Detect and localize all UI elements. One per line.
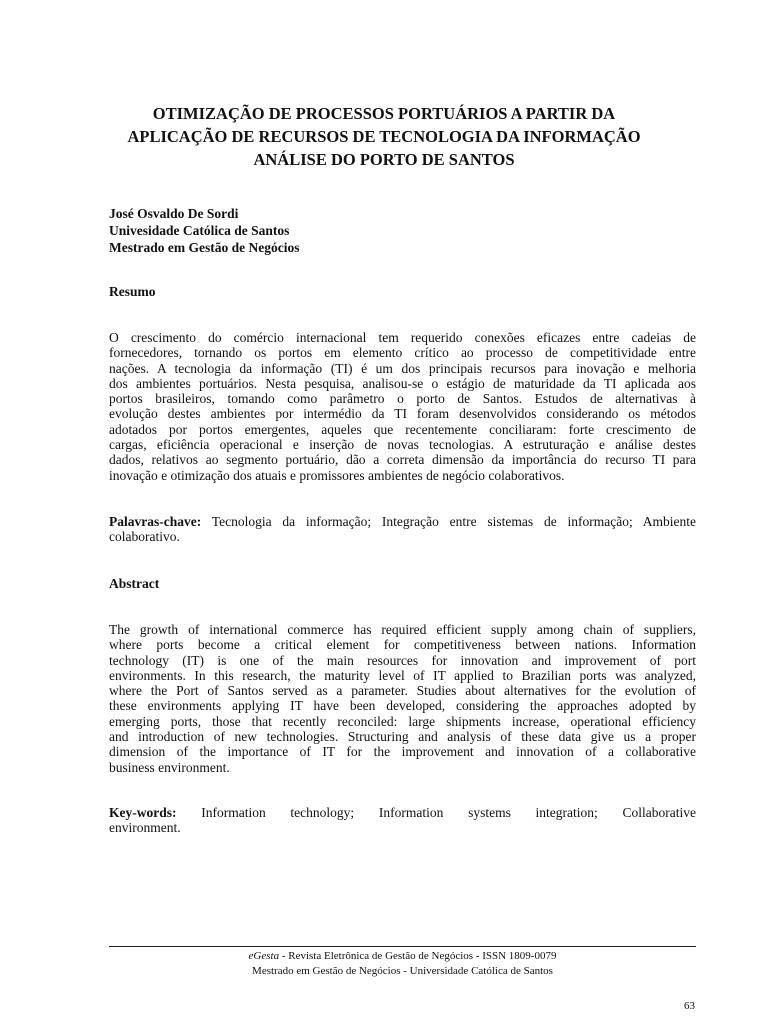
palavras-chave-text: Tecnologia da informação; Integração entre sistemas de informação; Ambiente <box>201 514 696 529</box>
page-number: 63 <box>684 1000 695 1012</box>
resumo-line: portos brasileiros, tomando como parâmetro o porto de Santos. Estudos de alternativas à <box>109 391 696 407</box>
keywords-label: Key-words: <box>109 805 177 820</box>
footer-divider <box>109 946 696 947</box>
abstract-line: business environment. <box>109 759 230 775</box>
resumo-line: dados, relativos ao segmento portuário, dão a correta dimensão da importância do recurso TI para <box>109 452 696 468</box>
journal-name: eGesta <box>248 950 280 962</box>
abstract-line: emerging ports, those that recently reconciled: large shipments increase, operational efficiency <box>109 713 696 729</box>
resumo-heading: Resumo <box>109 284 156 299</box>
resumo-line: evolução destes ambientes por intermédio da TI foram desenvolvidos considerando os métodos <box>109 406 696 422</box>
abstract-line: and introduction of new technologies. Structuring and analysis of these data give us a proper <box>109 729 696 745</box>
abstract-line: where the Port of Santos served as a parameter. Studies about alternatives for the evolution of <box>109 683 696 699</box>
author-name: José Osvaldo De Sordi <box>109 206 239 221</box>
title-line: OTIMIZAÇÃO DE PROCESSOS PORTUÁRIOS A PARTIR DA <box>152 104 616 123</box>
resumo-line: cargas, eficiência operacional e inserção de novas tecnologias. A estruturação e análise destes <box>109 437 696 453</box>
resumo-line: dos ambientes portuários. Nesta pesquisa, analisou-se o estágio de maturidade da TI aplicada aos <box>109 375 696 391</box>
resumo-line: nações. A tecnologia da informação (TI) é um dos principais recursos para inovação e melhoria <box>109 360 696 376</box>
keywords <box>109 805 696 836</box>
abstract-heading: Abstract <box>109 576 160 591</box>
resumo-line: inovação e otimização dos atuais e promissores ambientes de negócio colaborativos. <box>109 467 565 483</box>
author-institution: Univesidade Católica de Santos <box>109 223 290 238</box>
journal-issn: - Revista Eletrônica de Gestão de Negócios - ISSN 1809-0079 <box>279 950 557 962</box>
abstract-line: dimension of the importance of IT for the improvement and innovation of a collaborative <box>109 744 696 760</box>
abstract-line: these environments applying IT have been developed, considering the approaches adopted by <box>109 698 696 714</box>
palavras-chave <box>109 514 696 545</box>
abstract-line: technology (IT) is one of the main resources for innovation and improvement of port <box>109 652 696 668</box>
abstract-paragraph <box>109 622 696 775</box>
resumo-paragraph <box>109 330 696 483</box>
footer-journal-line <box>109 949 696 963</box>
paper-title <box>90 102 678 171</box>
resumo-line: O crescimento do comércio internacional tem requerido conexões eficazes entre cadeias de <box>109 330 696 345</box>
palavras-chave-text-2: colaborativo. <box>109 529 180 545</box>
footer-institution-line: Mestrado em Gestão de Negócios - Universidade Católica de Santos <box>252 965 553 977</box>
resumo-line: adotados por portos emergentes, aqueles que recentemente conciliaram: forte crescimento de <box>109 421 696 437</box>
keywords-text: Information technology; Information systems integration; Collaborative <box>176 805 696 820</box>
abstract-line: environments. In this research, the maturity level of IT applied to Brazilian ports was analyzed, <box>109 667 696 683</box>
title-line: APLICAÇÃO DE RECURSOS DE TECNOLOGIA DA INFORMAÇÃO <box>127 127 641 146</box>
resumo-line: fornecedores, tornando os portos em elemento crítico ao processo de competitividade entre <box>109 345 696 361</box>
title-line: ANÁLISE DO PORTO DE SANTOS <box>253 150 515 169</box>
abstract-line: where ports become a critical element for competitiveness between nations. Information <box>109 637 696 653</box>
keywords-text-2: environment. <box>109 820 181 836</box>
author-program: Mestrado em Gestão de Negócios <box>109 240 300 255</box>
author-block <box>109 205 299 256</box>
abstract-line: The growth of international commerce has required efficient supply among chain of suppliers, <box>109 622 696 637</box>
palavras-chave-label: Palavras-chave: <box>109 514 202 529</box>
